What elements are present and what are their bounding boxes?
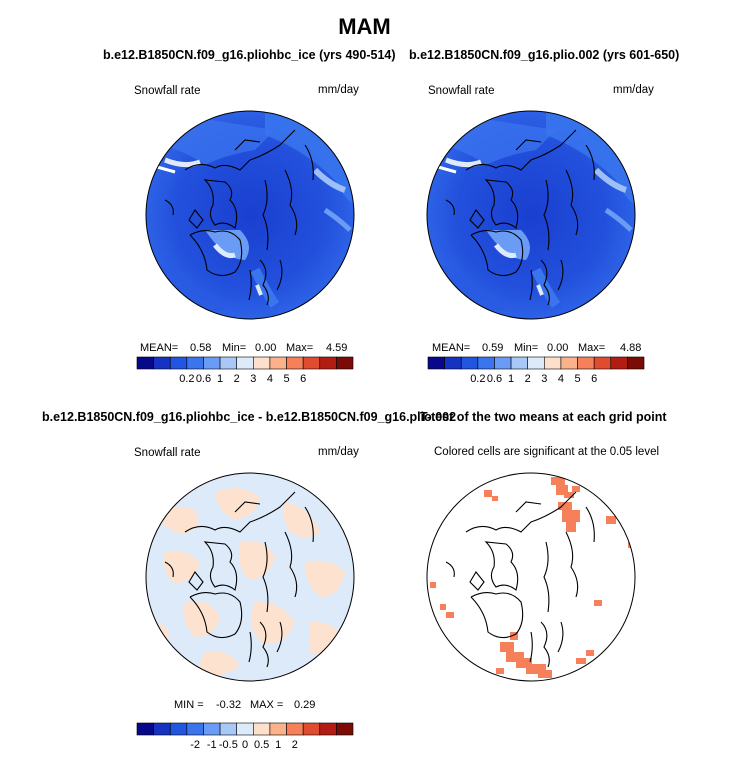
panel-diff-colorbar-swatch (287, 723, 304, 735)
panel-diff-colorbar-swatch (237, 723, 254, 735)
panel-ctrl-colorbar-tick-label: 6 (300, 373, 307, 385)
panel-exp-units-label: mm/day (613, 84, 654, 96)
panel-ctrl-max-label: Max= (286, 342, 314, 354)
panel-ctrl-colorbar-swatch (287, 357, 304, 369)
panel-exp-colorbar-tick-label: 1 (508, 373, 515, 385)
panel-diff-title: b.e12.B1850CN.f09_g16.pliohbc_ice - b.e12.B1850CN.f09_g16.plio.002 (42, 410, 457, 424)
panel-ctrl-colorbar-swatch (320, 357, 337, 369)
panel-diff-colorbar-tick-label: -1 (206, 739, 217, 751)
panel-exp-colorbar-swatch (594, 357, 611, 369)
figure-title: MAM (338, 14, 391, 39)
panel-diff-min-label: MIN = (174, 699, 204, 711)
panel-exp-colorbar-swatch (611, 357, 628, 369)
panel-diff-colorbar (136, 722, 354, 752)
panel-ttest-polar-map (426, 472, 636, 682)
panel-exp-colorbar-swatch (445, 357, 462, 369)
panel-ctrl-units-label: mm/day (318, 84, 359, 96)
panel-exp-colorbar (427, 356, 645, 386)
panel-ctrl-colorbar-swatch (253, 357, 270, 369)
panel-diff-colorbar-swatch (220, 723, 237, 735)
panel-diff-colorbar-swatch (170, 723, 187, 735)
panel-ctrl-colorbar-tick-label: 3 (250, 373, 257, 385)
panel-exp-mean-label: MEAN= (432, 342, 471, 354)
panel-diff-max-label: MAX = (250, 699, 284, 711)
panel-diff-colorbar-swatch (320, 723, 337, 735)
panel-ctrl-colorbar-swatch (336, 357, 353, 369)
panel-ctrl-min-value: 0.00 (255, 342, 277, 354)
panel-exp-colorbar-swatch (528, 357, 545, 369)
panel-ctrl-variable-label: Snowfall rate (134, 85, 201, 97)
panel-diff-colorbar-tick-label: -0.5 (218, 739, 238, 751)
panel-ctrl-colorbar-swatch (203, 357, 220, 369)
panel-exp-colorbar-swatch (561, 357, 578, 369)
panel-ctrl-min-label: Min= (222, 342, 247, 354)
panel-diff-colorbar-swatch (336, 723, 353, 735)
panel-ttest-title: T-test of the two means at each grid point (420, 410, 667, 424)
panel-exp-colorbar-swatch (428, 357, 445, 369)
panel-diff-colorbar-tick-label: -2 (190, 739, 201, 751)
panel-ctrl-colorbar-tick-label: 5 (283, 373, 290, 385)
panel-exp-min-value: 0.00 (547, 342, 569, 354)
panel-ctrl-title: b.e12.B1850CN.f09_g16.pliohbc_ice (yrs 490-514) (103, 48, 396, 62)
panel-ctrl-colorbar-swatch (170, 357, 187, 369)
panel-ctrl-colorbar-tick-label: 1 (217, 373, 224, 385)
panel-ttest-subtitle: Colored cells are significant at the 0.05 level (434, 446, 660, 458)
panel-ctrl-colorbar-swatch (154, 357, 171, 369)
panel-diff-colorbar-tick-label: 0 (241, 739, 249, 751)
panel-exp-title: b.e12.B1850CN.f09_g16.plio.002 (yrs 601-650) (409, 48, 680, 62)
panel-diff-colorbar-tick-label: 2 (291, 739, 298, 751)
panel-exp-colorbar-swatch (494, 357, 511, 369)
panel-diff-colorbar-swatch (154, 723, 171, 735)
panel-ctrl-colorbar-tick-label: 2 (233, 373, 240, 385)
panel-ctrl-polar-map (145, 110, 355, 320)
panel-exp-mean-value: 0.59 (482, 342, 504, 354)
panel-exp-colorbar-swatch (544, 357, 561, 369)
panel-diff-polar-map (145, 472, 355, 682)
panel-ctrl-colorbar-tick-label: 0.6 (195, 373, 212, 385)
panel-diff-colorbar-swatch (270, 723, 287, 735)
panel-ctrl-colorbar-swatch (303, 357, 320, 369)
panel-exp-colorbar-tick-label: 4 (557, 373, 564, 385)
panel-exp-colorbar-tick-label: 0.2 (470, 373, 486, 385)
panel-exp-colorbar-swatch (511, 357, 528, 369)
panel-exp-colorbar-tick-label: 5 (574, 373, 581, 385)
panel-exp-colorbar-swatch (461, 357, 478, 369)
panel-ctrl-mean-value: 0.58 (190, 342, 212, 354)
panel-ctrl-colorbar-swatch (237, 357, 254, 369)
panel-exp-variable-label: Snowfall rate (428, 85, 495, 97)
panel-diff-colorbar-swatch (137, 723, 154, 735)
panel-ctrl-colorbar-swatch (187, 357, 204, 369)
panel-ctrl-colorbar-swatch (137, 357, 154, 369)
panel-ctrl-colorbar-swatch (270, 357, 287, 369)
panel-exp-max-value: 4.88 (620, 342, 642, 354)
panel-exp-polar-map (426, 110, 636, 320)
panel-exp-colorbar-swatch (478, 357, 495, 369)
panel-diff-min-value: -0.32 (216, 699, 242, 711)
panel-diff-variable-label: Snowfall rate (134, 447, 201, 459)
panel-diff-colorbar-tick-label: 0.5 (253, 739, 270, 751)
panel-diff-colorbar-tick-label: 1 (275, 739, 282, 751)
panel-diff-units-label: mm/day (318, 446, 359, 458)
panel-ctrl-max-value: 4.59 (326, 342, 348, 354)
panel-exp-colorbar-swatch (627, 357, 644, 369)
panel-ctrl-mean-label: MEAN= (140, 342, 179, 354)
panel-diff-colorbar-swatch (303, 723, 320, 735)
panel-ctrl-colorbar-swatch (220, 357, 237, 369)
panel-exp-colorbar-tick-label: 6 (591, 373, 598, 385)
panel-exp-min-label: Min= (514, 342, 539, 354)
panel-diff-colorbar-swatch (253, 723, 270, 735)
panel-diff-max-value: 0.29 (294, 699, 316, 711)
panel-exp-max-label: Max= (578, 342, 606, 354)
panel-exp-colorbar-tick-label: 3 (541, 373, 548, 385)
panel-diff-colorbar-swatch (203, 723, 220, 735)
panel-ctrl-colorbar (136, 356, 354, 386)
panel-ctrl-colorbar-tick-label: 4 (266, 373, 273, 385)
panel-diff-colorbar-swatch (187, 723, 204, 735)
panel-exp-colorbar-swatch (578, 357, 595, 369)
panel-ctrl-colorbar-tick-label: 0.2 (179, 373, 195, 385)
panel-exp-colorbar-tick-label: 0.6 (486, 373, 503, 385)
panel-exp-colorbar-tick-label: 2 (524, 373, 531, 385)
